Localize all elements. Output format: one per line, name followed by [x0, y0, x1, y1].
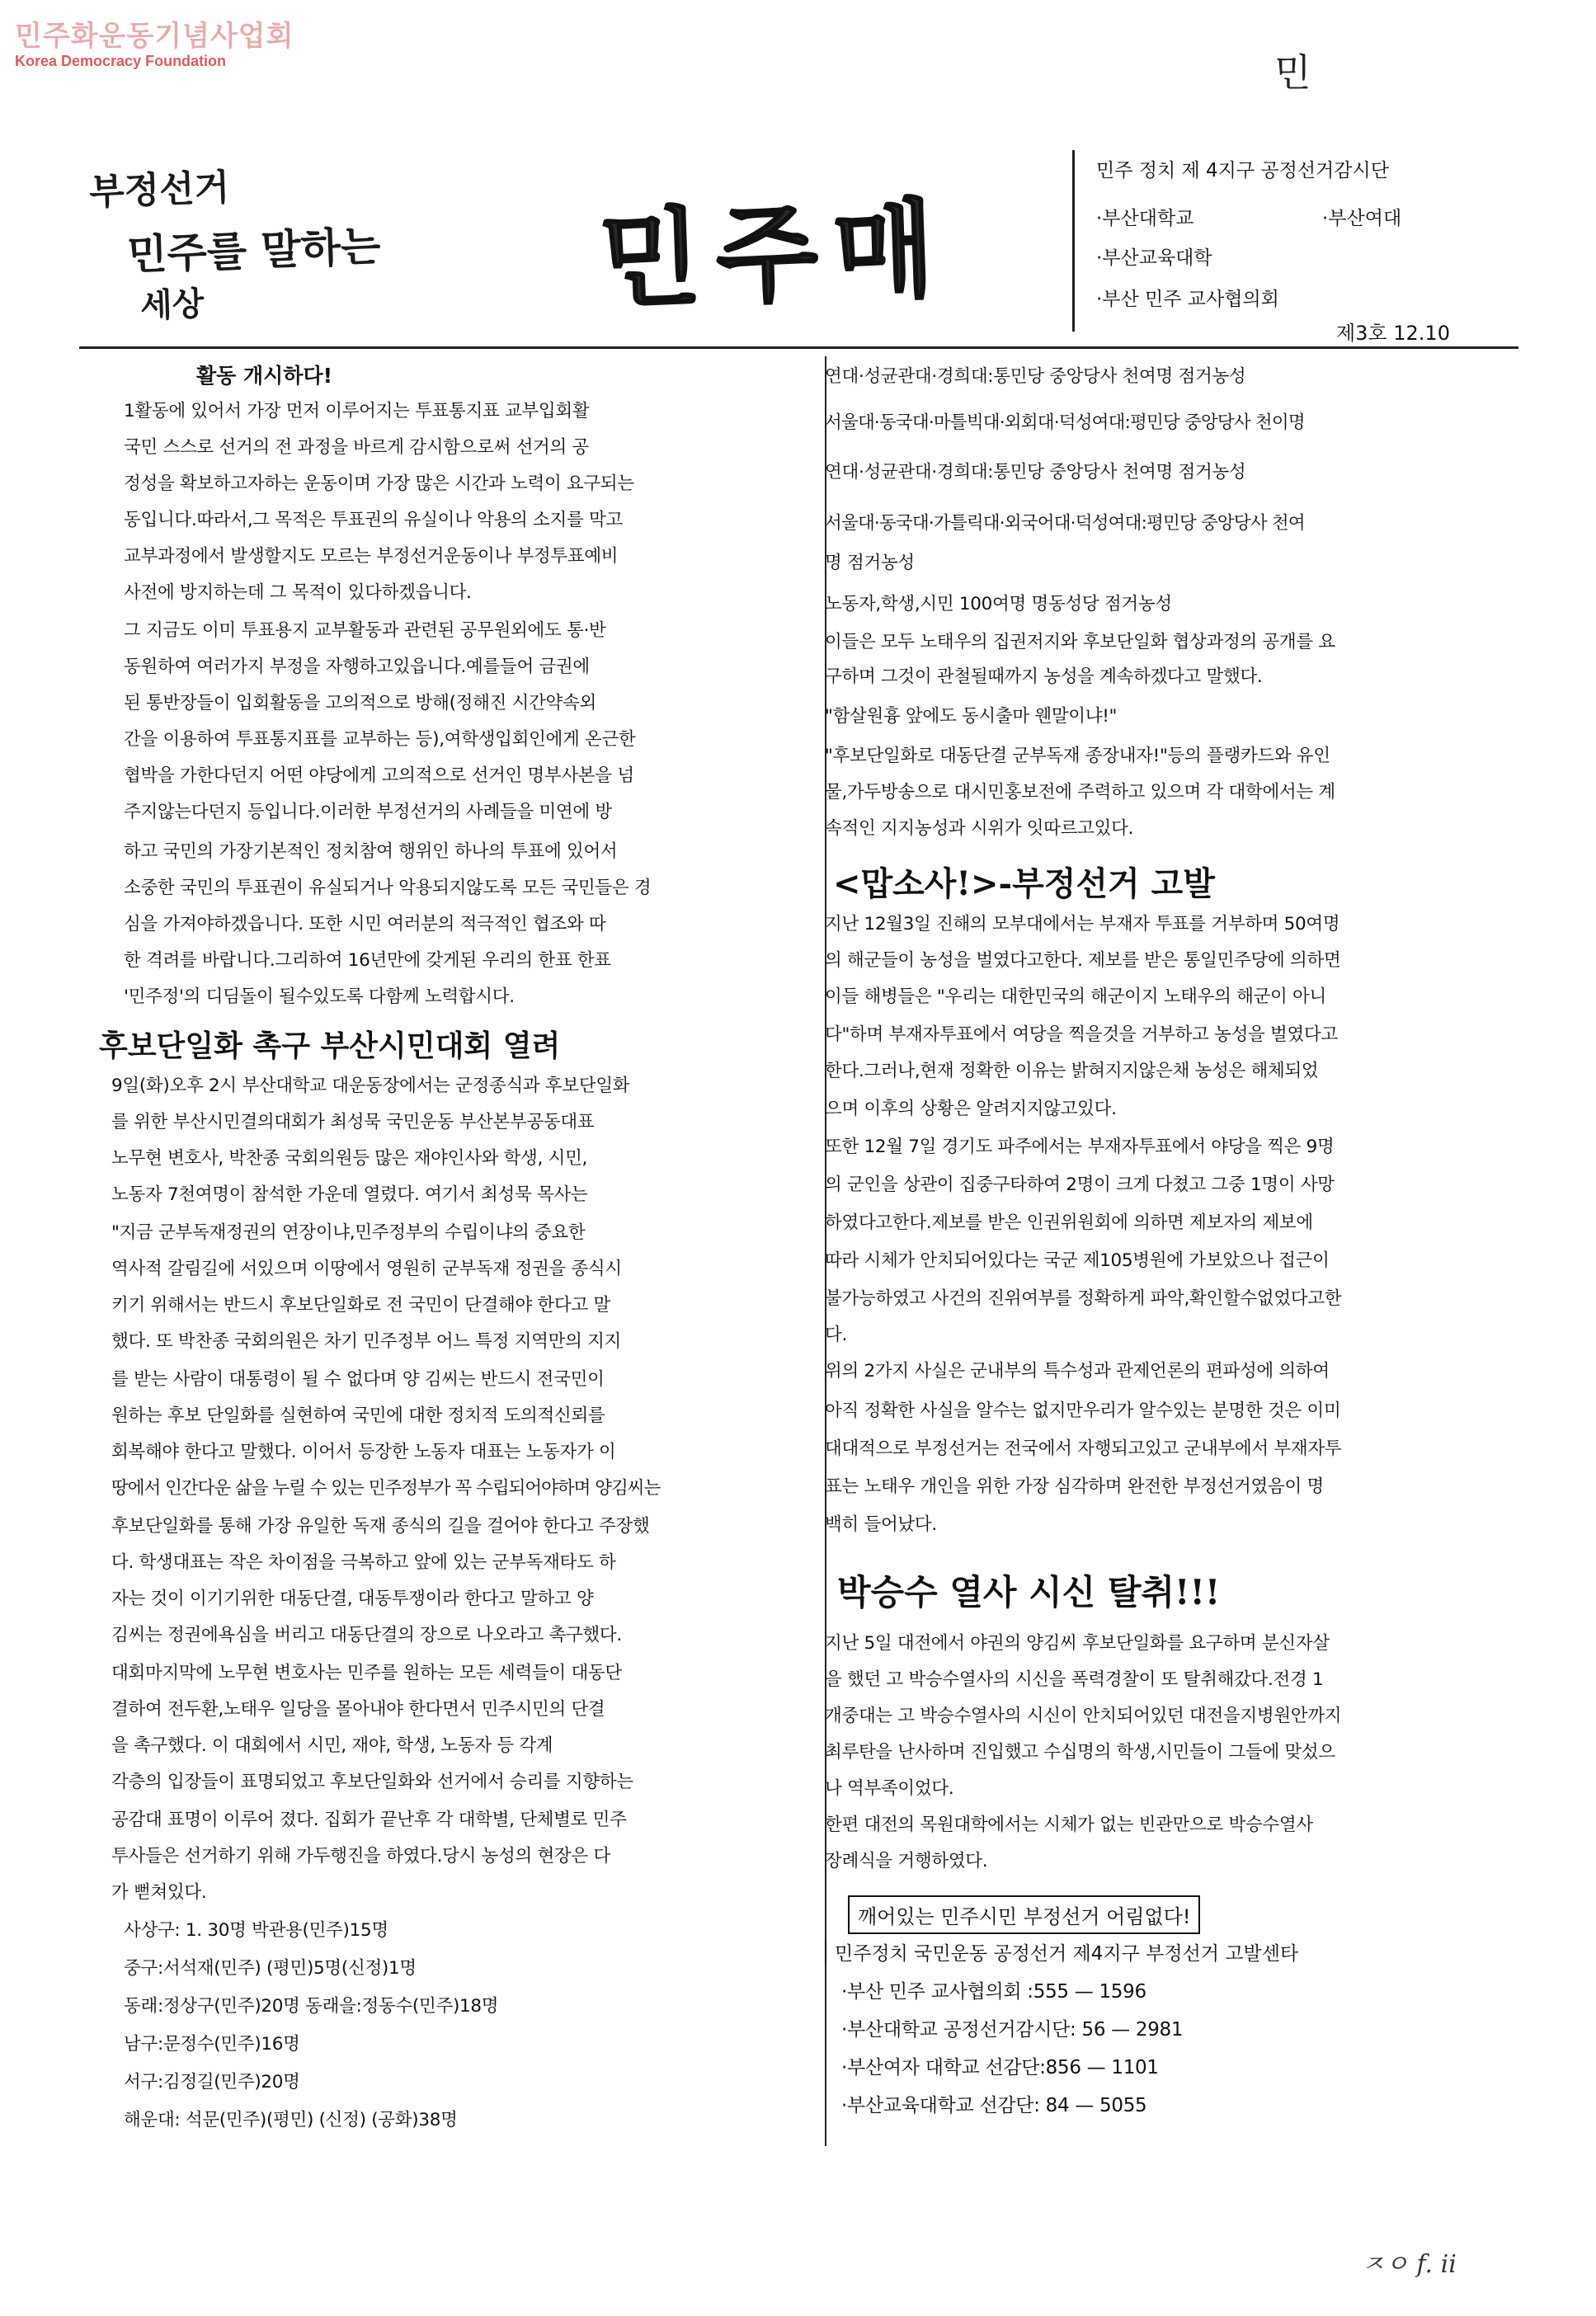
article4-title: 박승수 열사 시신 탈취!!!	[837, 1572, 1221, 1612]
article2-line: 대회마지막에 노무현 변호사는 민주를 원하는 모든 세력들이 대동단	[111, 1663, 622, 1683]
article1-line: 된 통반장들이 입회활동을 고의적으로 방해(정해진 시간약속외	[124, 693, 596, 713]
article2-line: 공감대 표명이 이루어 졌다. 집회가 끝난후 각 대학별, 단체별로 민주	[111, 1810, 627, 1830]
article2-line: 다. 학생대표는 작은 차이점을 극복하고 앞에 있는 군부독재타도 하	[111, 1552, 616, 1573]
article1-line: 하고 국민의 가장기본적인 정치참여 행위인 하나의 투표에 있어서	[124, 841, 618, 862]
sit-in-line: 이들은 모두 노태우의 집권저지와 후보단일화 협상과정의 공개를 요	[825, 632, 1335, 652]
article4-line: 장례식을 거행하였다.	[825, 1851, 988, 1871]
article4-line: 최루탄을 난사하며 진입했고 수십명의 학생,시민들이 그들에 맞섰으	[825, 1742, 1335, 1763]
article2-line: 를 받는 사람이 대통령이 될 수 없다며 양 김씨는 반드시 전국민이	[111, 1369, 605, 1390]
article3-title: <맙소사!>-부정선거 고발	[833, 864, 1215, 903]
article2-line: 원하는 후보 단일화를 실현하여 국민에 대한 정치적 도의적신뢰를	[111, 1405, 605, 1426]
org-line-main: 민주 정치 제 4지구 공정선거감시단	[1096, 160, 1389, 181]
article1-title: 활동 개시하다!	[196, 364, 333, 388]
article3-line: 대대적으로 부정선거는 전국에서 자행되고있고 군내부에서 부재자투	[825, 1438, 1342, 1459]
article1-line: 동원하여 여러가지 부정을 자행하고있읍니다.예를들어 금권에	[124, 657, 590, 677]
hotline-item: ·부산 민주 교사협의회 :555 — 1596	[841, 1981, 1146, 2003]
article1-line: 협박을 가한다던지 어떤 야당에게 고의적으로 선거인 명부사본을 넘	[124, 765, 634, 786]
result-line: 동래:정상구(민주)20명 동래을:정동수(민주)18명	[124, 1996, 499, 2017]
result-line: 중구:서석재(민주) (평민)5명(신정)1명	[124, 1958, 417, 1979]
article3-line: 아직 정확한 사실을 알수는 없지만우리가 알수있는 분명한 것은 이미	[825, 1400, 1341, 1421]
article1-line: 그 지금도 이미 투표용지 교부활동과 관련된 공무원외에도 통·반	[124, 620, 606, 641]
article3-line: 위의 2가지 사실은 군내부의 특수성과 관제언론의 편파성에 의하여	[825, 1361, 1330, 1382]
article1-line: 동입니다.따라서,그 목적은 투표권의 유실이나 악용의 소지를 막고	[124, 510, 623, 530]
masthead-rule	[79, 346, 1518, 349]
article2-title: 후보단일화 촉구 부산시민대회 열려	[99, 1029, 561, 1063]
article3-line: 따라 시체가 안치되어있다는 국군 제105병원에 가보았으나 접근이	[825, 1250, 1330, 1271]
article1-line: 정성을 확보하고자하는 운동이며 가장 많은 시간과 노력이 요구되는	[124, 473, 634, 494]
article1-line: 심을 가져야하겠읍니다. 또한 시민 여러분의 적극적인 협조와 따	[124, 914, 606, 934]
article2-line: 를 위한 부산시민결의대회가 최성묵 국민운동 부산본부공동대표	[111, 1112, 595, 1132]
watermark-korean: 민주화운동기념사업회	[15, 20, 294, 53]
article3-line: 불가능하였고 사건의 진위여부를 정확하게 파악,확인할수없었다고한	[825, 1288, 1342, 1309]
article2-line: 결하여 전두환,노태우 일당을 몰아내야 한다면서 민주시민의 단결	[111, 1699, 605, 1720]
sit-in-line: 구하며 그것이 관철될때까지 농성을 계속하겠다고 말했다.	[825, 666, 1263, 687]
article3-line: 하였다고한다.제보를 받은 인권위원회에 의하면 제보자의 제보에	[825, 1212, 1313, 1233]
article3-line: 다.	[825, 1325, 848, 1345]
article2-line: 회복해야 한다고 말했다. 이어서 등장한 노동자 대표는 노동자가 이	[111, 1442, 616, 1462]
article1-line: 주지않는다던지 등입니다.이러한 부정선거의 사례들을 미연에 방	[124, 802, 612, 822]
handwritten-signature: ㅈㅇ f. ii	[1361, 2250, 1457, 2279]
article2-line: 노동자 7천여명이 참석한 가운데 열렸다. 여기서 최성묵 목사는	[111, 1184, 588, 1205]
article2-line: 각층의 입장들이 표명되었고 후보단일화와 선거에서 승리를 지향하는	[111, 1772, 633, 1792]
hotline-title: 민주정치 국민운동 공정선거 제4지구 부정선거 고발센타	[825, 1938, 1298, 1965]
result-line: 해운대: 석문(민주)(평민) (신정) (공화)38명	[124, 2110, 458, 2130]
article3-line: 이들 해병들은 "우리는 대한민국의 해군이지 노태우의 해군이 아니	[825, 986, 1326, 1007]
article1-line: 한 격려를 바랍니다.그리하여 16년만에 갖게된 우리의 한표 한표	[124, 950, 611, 971]
masthead-art-line-1: 부정선거	[88, 167, 231, 214]
article3-line: 의 군인을 상관이 집중구타하여 2명이 크게 다쳤고 그중 1명이 사망	[825, 1174, 1335, 1195]
article3-line: 또한 12월 7일 경기도 파주에서는 부재자투표에서 야당을 찍은 9명	[825, 1137, 1335, 1157]
article3-line: 으며 이후의 상황은 알려지지않고있다.	[825, 1099, 1117, 1119]
article2-line: 후보단일화를 통해 가장 유일한 독재 종식의 길을 걸어야 한다고 주장했	[111, 1516, 650, 1537]
sit-in-line: "함살원흉 앞에도 동시출마 웬말이냐!"	[825, 706, 1118, 727]
slogan-box: 깨어있는 민주시민 부정선거 어림없다!	[848, 1895, 1200, 1934]
article1-line: 소중한 국민의 투표권이 유실되거나 악용되지않도록 모든 국민들은 경	[124, 878, 652, 898]
masthead-art-line-3: 세상	[139, 285, 205, 326]
org-line-education: ·부산교육대학	[1096, 247, 1212, 269]
article4-line: 나 역부족이었다.	[825, 1778, 954, 1799]
article3-line: 한다.그러나,현재 정확한 이유는 밝혀지지않은채 농성은 해체되었	[825, 1061, 1319, 1081]
result-line: 사상구: 1. 30명 박관용(민주)15명	[124, 1920, 388, 1941]
article1-line: '민주정'의 디딤돌이 될수있도록 다함께 노력합시다.	[124, 986, 515, 1007]
article2-line: 키기 위해서는 반드시 후보단일화로 전 국민이 단결해야 한다고 말	[111, 1295, 610, 1316]
article3-line: 표는 노태우 개인을 위한 가장 심각하며 완전한 부정선거였음이 명	[825, 1476, 1324, 1497]
article2-line: 땅에서 인간다운 삶을 누릴 수 있는 민주정부가 꼭 수립되어야하며 양김씨는	[111, 1478, 661, 1499]
article2-line: 노무현 변호사, 박찬종 국회의원등 많은 재야인사와 학생, 시민,	[111, 1148, 588, 1169]
sit-in-line: 노동자,학생,시민 100여명 명동성당 점거농성	[825, 594, 1172, 614]
org-line-pusan-womens: ·부산여대	[1322, 208, 1402, 229]
article2-line: 9일(화)오후 2시 부산대학교 대운동장에서는 군정종식과 후보단일화	[111, 1076, 630, 1096]
article3-line: 의 해군들이 농성을 벌였다고한다. 제보를 받은 통일민주당에 의하면	[825, 950, 1341, 971]
sit-in-line: 연대·성균관대·경희대:통민당 중앙당사 천여명 점거농성	[825, 366, 1246, 387]
masthead-art-line-2: 민주를 말하는	[126, 222, 382, 280]
article3-line: 다"하며 부재자투표에서 여당을 찍을것을 거부하고 농성을 벌였다고	[825, 1024, 1338, 1045]
masthead-title: 민주매	[596, 186, 952, 323]
article2-line: 투사들은 선거하기 위해 가두행진을 하였다.당시 농성의 현장은 다	[111, 1846, 610, 1866]
article4-line: 지난 5일 대전에서 야권의 양김씨 후보단일화를 요구하며 분신자살	[825, 1633, 1330, 1654]
article1-line: 국민 스스로 선거의 전 과정을 바르게 감시함으로써 선거의 공	[124, 437, 590, 458]
article4-line: 개중대는 고 박승수열사의 시신이 안치되어있던 대전을지병원안까지	[825, 1706, 1342, 1726]
masthead-artwork	[79, 139, 1065, 353]
article3-line: 백히 들어났다.	[825, 1514, 937, 1535]
article1-line: 1활동에 있어서 가장 먼저 이루어지는 투표통지표 교부입회활	[124, 401, 590, 421]
article2-line: 역사적 갈림길에 서있으며 이땅에서 영원히 군부독재 정권을 종식시	[111, 1259, 622, 1279]
article1-line: 교부과정에서 발생할지도 모르는 부정선거운동이나 부정투표예비	[124, 546, 619, 567]
issue-number: 제3호 12.10	[1336, 322, 1450, 345]
sit-in-line: 연대·성균관대·경희대:통민당 중앙당사 천여명 점거농성	[825, 462, 1246, 482]
article2-line: 했다. 또 박찬종 국회의원은 차기 민주정부 어느 특정 지역만의 지지	[111, 1331, 622, 1352]
hotline-item: ·부산여자 대학교 선감단:856 — 1101	[841, 2057, 1159, 2078]
article4-line: 을 했던 고 박승수열사의 시신을 폭력경찰이 또 탈취해갔다.전경 1	[825, 1669, 1324, 1690]
sit-in-line: 서울대·동국대·마틀빅대·외회대·덕성여대:평민당 중앙당사 천이명	[825, 412, 1305, 433]
org-line-teachers: ·부산 민주 교사협의회	[1096, 289, 1279, 310]
article4-line: 한편 대전의 목원대학에서는 시체가 없는 빈관만으로 박승수열사	[825, 1815, 1313, 1835]
article2-line: 을 촉구했다. 이 대회에서 시민, 재야, 학생, 노동자 등 각계	[111, 1735, 553, 1756]
result-line: 남구:문정수(민주)16명	[124, 2034, 300, 2055]
corner-handwritten-mark: 민	[1274, 50, 1311, 95]
watermark-english: Korea Democracy Foundation	[15, 53, 227, 69]
hotline-item: ·부산교육대학교 선감단: 84 — 5055	[841, 2095, 1147, 2116]
sit-in-line: "후보단일화로 대동단결 군부독재 종장내자!"등의 플랭카드와 유인	[825, 746, 1330, 766]
sit-in-line: 명 점거농성	[825, 553, 915, 573]
organization-box	[1072, 150, 1520, 332]
sit-in-line: 서울대·동국대·가틀릭대·외국어대·덕성여대:평민당 중앙당사 천여	[825, 513, 1305, 534]
article1-line: 간을 이용하여 투표통지표를 교부하는 등),여학생입회인에게 온근한	[124, 729, 636, 750]
hotline-item: ·부산대학교 공정선거감시단: 56 — 2981	[841, 2019, 1184, 2041]
article1-line: 사전에 방지하는데 그 목적이 있다하겠읍니다.	[124, 582, 472, 603]
article2-line: 김씨는 정권에욕심을 버리고 대동단결의 장으로 나오라고 촉구했다.	[111, 1625, 622, 1645]
sit-in-line: 속적인 지지농성과 시위가 잇따르고있다.	[825, 818, 1134, 839]
sit-in-line: 물,가두방송으로 대시민홍보전에 주력하고 있으며 각 대학에서는 계	[825, 782, 1335, 803]
article2-line: 가 뻗쳐있다.	[111, 1882, 207, 1903]
article2-line: 자는 것이 이기기위한 대동단결, 대동투쟁이라 한다고 말하고 양	[111, 1589, 594, 1609]
org-line-pusan-univ: ·부산대학교	[1096, 208, 1194, 229]
article2-line: "지금 군부독재정권의 연장이냐,민주정부의 수립이냐의 중요한	[111, 1222, 586, 1243]
result-line: 서구:김정길(민주)20명	[124, 2072, 300, 2092]
article3-line: 지난 12월3일 진해의 모부대에서는 부재자 투표를 거부하며 50여명	[825, 914, 1340, 934]
